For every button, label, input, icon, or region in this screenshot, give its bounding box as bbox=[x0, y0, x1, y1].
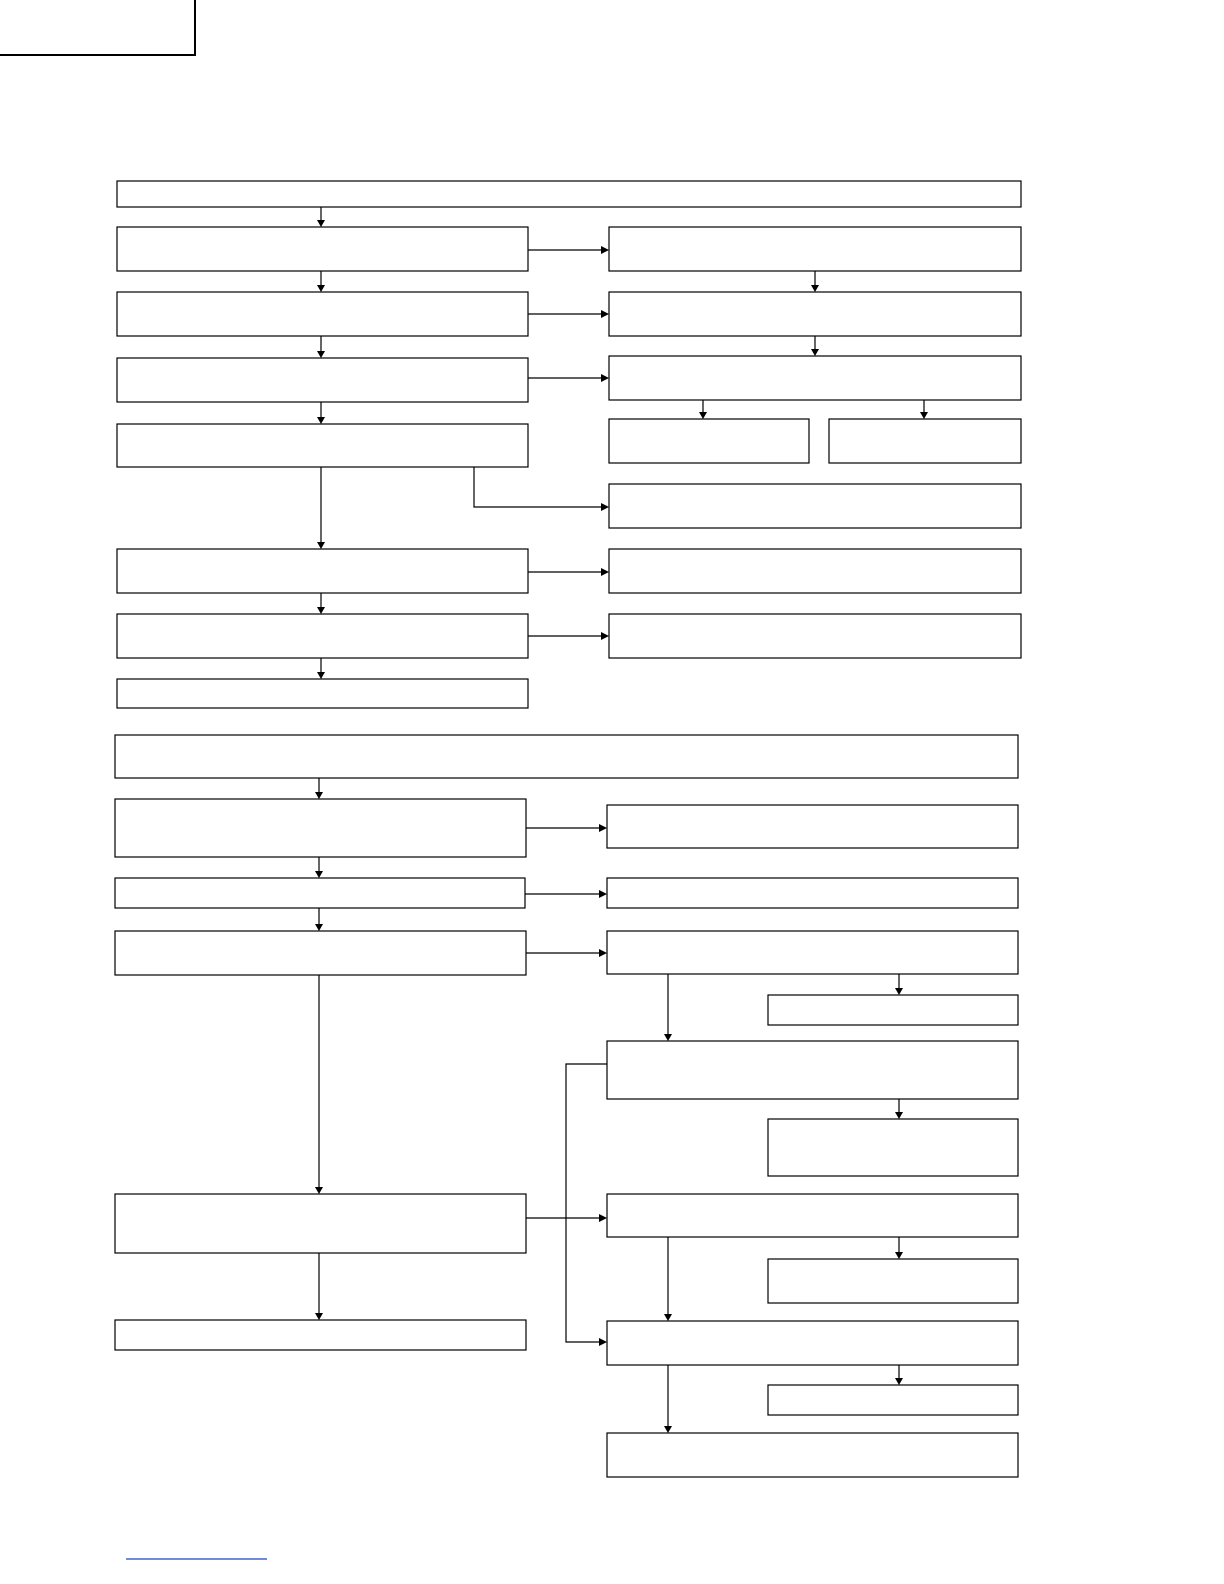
flow-box bbox=[117, 614, 528, 658]
flow-box bbox=[768, 1385, 1018, 1415]
flow-box bbox=[829, 419, 1021, 463]
flow-box bbox=[115, 1194, 526, 1253]
page-corner-frame bbox=[0, 0, 195, 55]
flow-box bbox=[607, 1194, 1018, 1237]
flow-box bbox=[607, 1321, 1018, 1365]
flow-box bbox=[609, 292, 1021, 336]
flow-box bbox=[117, 181, 1021, 207]
flow-box bbox=[609, 614, 1021, 658]
flow-box bbox=[117, 549, 528, 593]
flow-box bbox=[115, 735, 1018, 778]
flow-box bbox=[115, 931, 526, 975]
flow-box bbox=[115, 878, 525, 908]
flow-box bbox=[115, 799, 526, 857]
flow-box bbox=[609, 484, 1021, 528]
flow-box bbox=[115, 1320, 526, 1350]
flow-box bbox=[607, 878, 1018, 908]
flow-box bbox=[117, 358, 528, 402]
flow-box bbox=[768, 1259, 1018, 1303]
flow-box bbox=[609, 227, 1021, 271]
flow-box bbox=[768, 995, 1018, 1025]
flow-box bbox=[117, 679, 528, 708]
flow-box bbox=[607, 1041, 1018, 1099]
flow-box bbox=[607, 931, 1018, 974]
flow-box bbox=[607, 1433, 1018, 1477]
flow-box bbox=[768, 1119, 1018, 1176]
flow-box bbox=[609, 419, 809, 463]
flow-box bbox=[609, 549, 1021, 593]
flow-box bbox=[117, 292, 528, 336]
flow-box bbox=[117, 227, 528, 271]
flow-box bbox=[609, 356, 1021, 400]
flow-box bbox=[607, 805, 1018, 848]
flow-box bbox=[117, 424, 528, 467]
